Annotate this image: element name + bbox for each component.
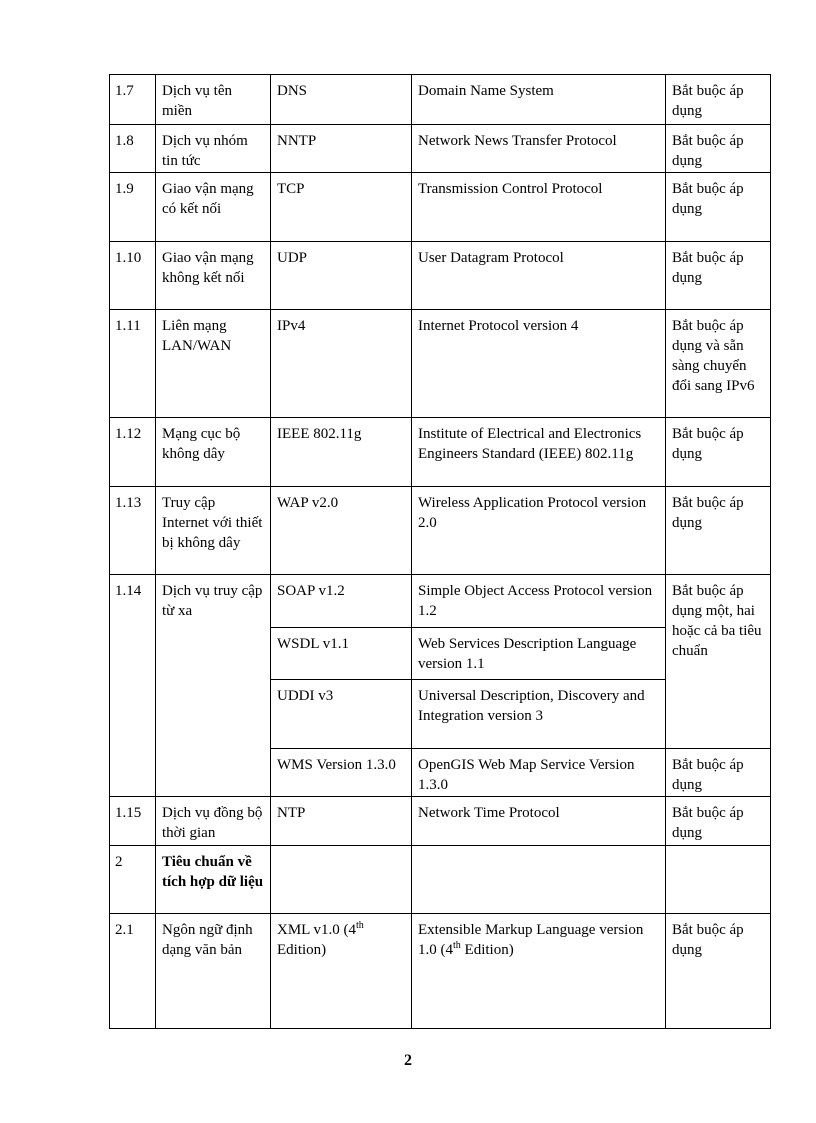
section-number: 2 (110, 846, 156, 914)
standard-cell: UDDI v3 (271, 680, 412, 749)
standard-text-end: Edition) (277, 942, 327, 958)
description-cell: User Datagram Protocol (412, 242, 666, 310)
standard-cell: IPv4 (271, 310, 412, 418)
description-cell: Domain Name System (412, 75, 666, 125)
requirement-cell: Bắt buộc áp dụng (666, 914, 771, 1029)
table-row (110, 797, 771, 846)
standard-cell: NNTP (271, 125, 412, 173)
description-cell: Web Services Description Language version 1.1 (412, 628, 666, 680)
description-cell: Simple Object Access Protocol version 1.2 (412, 575, 666, 628)
description-cell: Network Time Protocol (412, 797, 666, 846)
table-row (110, 575, 771, 628)
table-row (110, 310, 771, 418)
requirement-cell: Bắt buộc áp dụng và sẵn sàng chuyển đổi sang IPv6 (666, 310, 771, 418)
requirement-cell: Bắt buộc áp dụng (666, 242, 771, 310)
empty-cell (666, 846, 771, 914)
standard-cell: WAP v2.0 (271, 487, 412, 575)
requirement-cell: Bắt buộc áp dụng (666, 173, 771, 242)
row-number: 1.8 (110, 125, 156, 173)
row-number: 1.9 (110, 173, 156, 242)
empty-cell (271, 846, 412, 914)
standard-cell: NTP (271, 797, 412, 846)
row-number: 1.15 (110, 797, 156, 846)
table-row (110, 125, 771, 173)
description-text: Extensible Markup Language version 1.0 (4 (418, 922, 644, 958)
requirement-cell: Bắt buộc áp dụng (666, 487, 771, 575)
standard-cell: UDP (271, 242, 412, 310)
description-cell: Universal Description, Discovery and Integration version 3 (412, 680, 666, 749)
service-cell: Dịch vụ tên miền (156, 75, 271, 125)
description-cell: Internet Protocol version 4 (412, 310, 666, 418)
service-cell: Giao vận mạng có kết nối (156, 173, 271, 242)
table-row (110, 418, 771, 487)
table-row (110, 75, 771, 125)
row-number: 2.1 (110, 914, 156, 1029)
service-cell: Mạng cục bộ không dây (156, 418, 271, 487)
table-row (110, 487, 771, 575)
section-title: Tiêu chuẩn về tích hợp dữ liệu (156, 846, 271, 914)
standards-table (109, 74, 771, 1029)
description-cell: Wireless Application Protocol version 2.0 (412, 487, 666, 575)
service-cell: Truy cập Internet với thiết bị không dây (156, 487, 271, 575)
standard-cell: DNS (271, 75, 412, 125)
service-cell: Ngôn ngữ định dạng văn bản (156, 914, 271, 1029)
standard-cell: IEEE 802.11g (271, 418, 412, 487)
row-number: 1.14 (110, 575, 156, 797)
row-number: 1.12 (110, 418, 156, 487)
row-number: 1.7 (110, 75, 156, 125)
standard-cell: SOAP v1.2 (271, 575, 412, 628)
standard-cell: WMS Version 1.3.0 (271, 749, 412, 797)
table-row (110, 173, 771, 242)
service-cell: Liên mạng LAN/WAN (156, 310, 271, 418)
row-number: 1.10 (110, 242, 156, 310)
service-cell: Dịch vụ truy cập từ xa (156, 575, 271, 797)
requirement-cell: Bắt buộc áp dụng (666, 797, 771, 846)
superscript: th (453, 940, 461, 951)
description-cell: Network News Transfer Protocol (412, 125, 666, 173)
row-number: 1.13 (110, 487, 156, 575)
description-cell: OpenGIS Web Map Service Version 1.3.0 (412, 749, 666, 797)
requirement-cell: Bắt buộc áp dụng (666, 125, 771, 173)
service-cell: Giao vận mạng không kết nối (156, 242, 271, 310)
page-number: 2 (404, 1052, 412, 1069)
description-cell: Transmission Control Protocol (412, 173, 666, 242)
superscript: th (356, 920, 364, 931)
description-cell: Institute of Electrical and Electronics Engineers Standard (IEEE) 802.11g (412, 418, 666, 487)
standard-cell (271, 914, 412, 1029)
standard-cell: TCP (271, 173, 412, 242)
standard-cell: WSDL v1.1 (271, 628, 412, 680)
requirement-cell: Bắt buộc áp dụng (666, 418, 771, 487)
requirement-cell: Bắt buộc áp dụng (666, 75, 771, 125)
description-cell (412, 914, 666, 1029)
table-row (110, 914, 771, 1029)
requirement-cell: Bắt buộc áp dụng (666, 749, 771, 797)
empty-cell (412, 846, 666, 914)
service-cell: Dịch vụ nhóm tin tức (156, 125, 271, 173)
standard-text: XML v1.0 (4 (277, 922, 357, 938)
service-cell: Dịch vụ đồng bộ thời gian (156, 797, 271, 846)
table-row (110, 242, 771, 310)
description-text-end: Edition) (460, 942, 514, 958)
row-number: 1.11 (110, 310, 156, 418)
group-requirement-cell: Bắt buộc áp dụng một, hai hoặc cả ba tiêu chuẩn (666, 575, 771, 749)
table-row (110, 846, 771, 914)
